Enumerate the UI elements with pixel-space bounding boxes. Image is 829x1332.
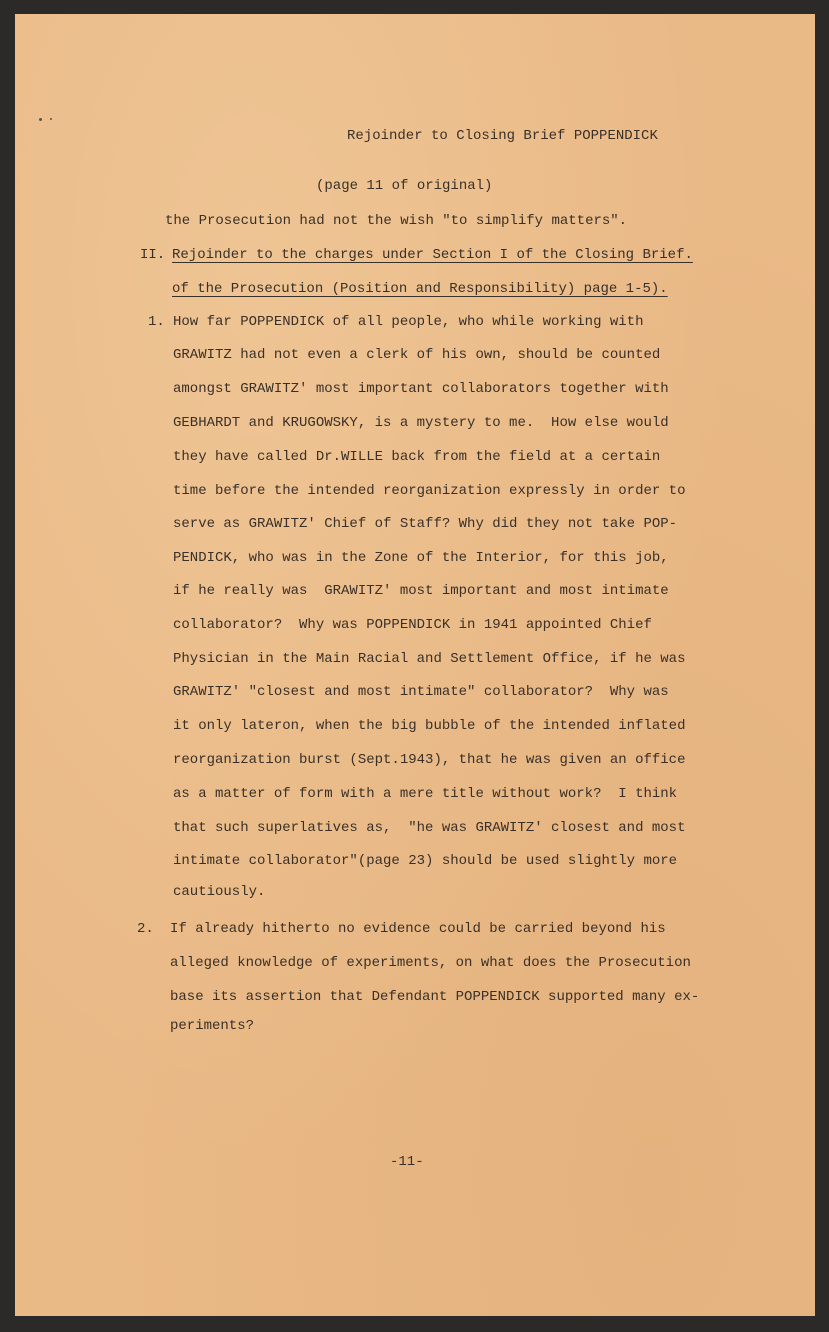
item-text-line: as a matter of form with a mere title without work? I think: [173, 786, 678, 802]
item-text-line: serve as GRAWITZ' Chief of Staff? Why did they not take POP-: [173, 516, 678, 532]
item-text-line: PENDICK, who was in the Zone of the Interior, for this job,: [173, 550, 669, 566]
item-text-line: reorganization burst (Sept.1943), that he was given an office: [173, 752, 686, 768]
item-text-line: cautiously.: [173, 884, 266, 900]
continuation-text: the Prosecution had not the wish "to simplify matters".: [165, 213, 628, 229]
section-heading-line: Rejoinder to the charges under Section I of the Closing Brief.: [172, 247, 693, 263]
item-text-line: collaborator? Why was POPPENDICK in 1941 appointed Chief: [173, 617, 652, 633]
item-text-line: that such superlatives as, "he was GRAWITZ' closest and most: [173, 820, 686, 836]
document-title: Rejoinder to Closing Brief POPPENDICK: [347, 128, 658, 144]
item-text-line: amongst GRAWITZ' most important collaborators together with: [173, 381, 669, 397]
section-number: II.: [140, 247, 166, 263]
item-text-line: if he really was GRAWITZ' most important and most intimate: [173, 583, 669, 599]
section-heading-line: of the Prosecution (Position and Responsibility) page 1-5).: [172, 281, 668, 297]
item-text-line: periments?: [170, 1018, 255, 1034]
item-text-line: GRAWITZ' "closest and most intimate" collaborator? Why was: [173, 684, 669, 700]
item-text-line: intimate collaborator"(page 23) should be used slightly more: [173, 853, 678, 869]
item-text-line: If already hitherto no evidence could be carried beyond his: [170, 921, 666, 937]
page-number: -11-: [390, 1154, 424, 1170]
item-number: 1.: [148, 314, 165, 330]
item-text-line: time before the intended reorganization expressly in order to: [173, 483, 686, 499]
item-text-line: How far POPPENDICK of all people, who while working with: [173, 314, 644, 330]
item-text-line: GRAWITZ had not even a clerk of his own, should be counted: [173, 347, 661, 363]
paper-speck: [39, 118, 42, 121]
paper-speck: [50, 118, 52, 120]
item-text-line: GEBHARDT and KRUGOWSKY, is a mystery to me. How else would: [173, 415, 669, 431]
item-number: 2.: [137, 921, 154, 937]
item-text-line: base its assertion that Defendant POPPENDICK supported many ex-: [170, 989, 700, 1005]
item-text-line: Physician in the Main Racial and Settlement Office, if he was: [173, 651, 686, 667]
item-text-line: it only lateron, when the big bubble of the intended inflated: [173, 718, 686, 734]
item-text-line: they have called Dr.WILLE back from the field at a certain: [173, 449, 661, 465]
page-reference: (page 11 of original): [316, 178, 493, 194]
item-text-line: alleged knowledge of experiments, on what does the Prosecution: [170, 955, 691, 971]
